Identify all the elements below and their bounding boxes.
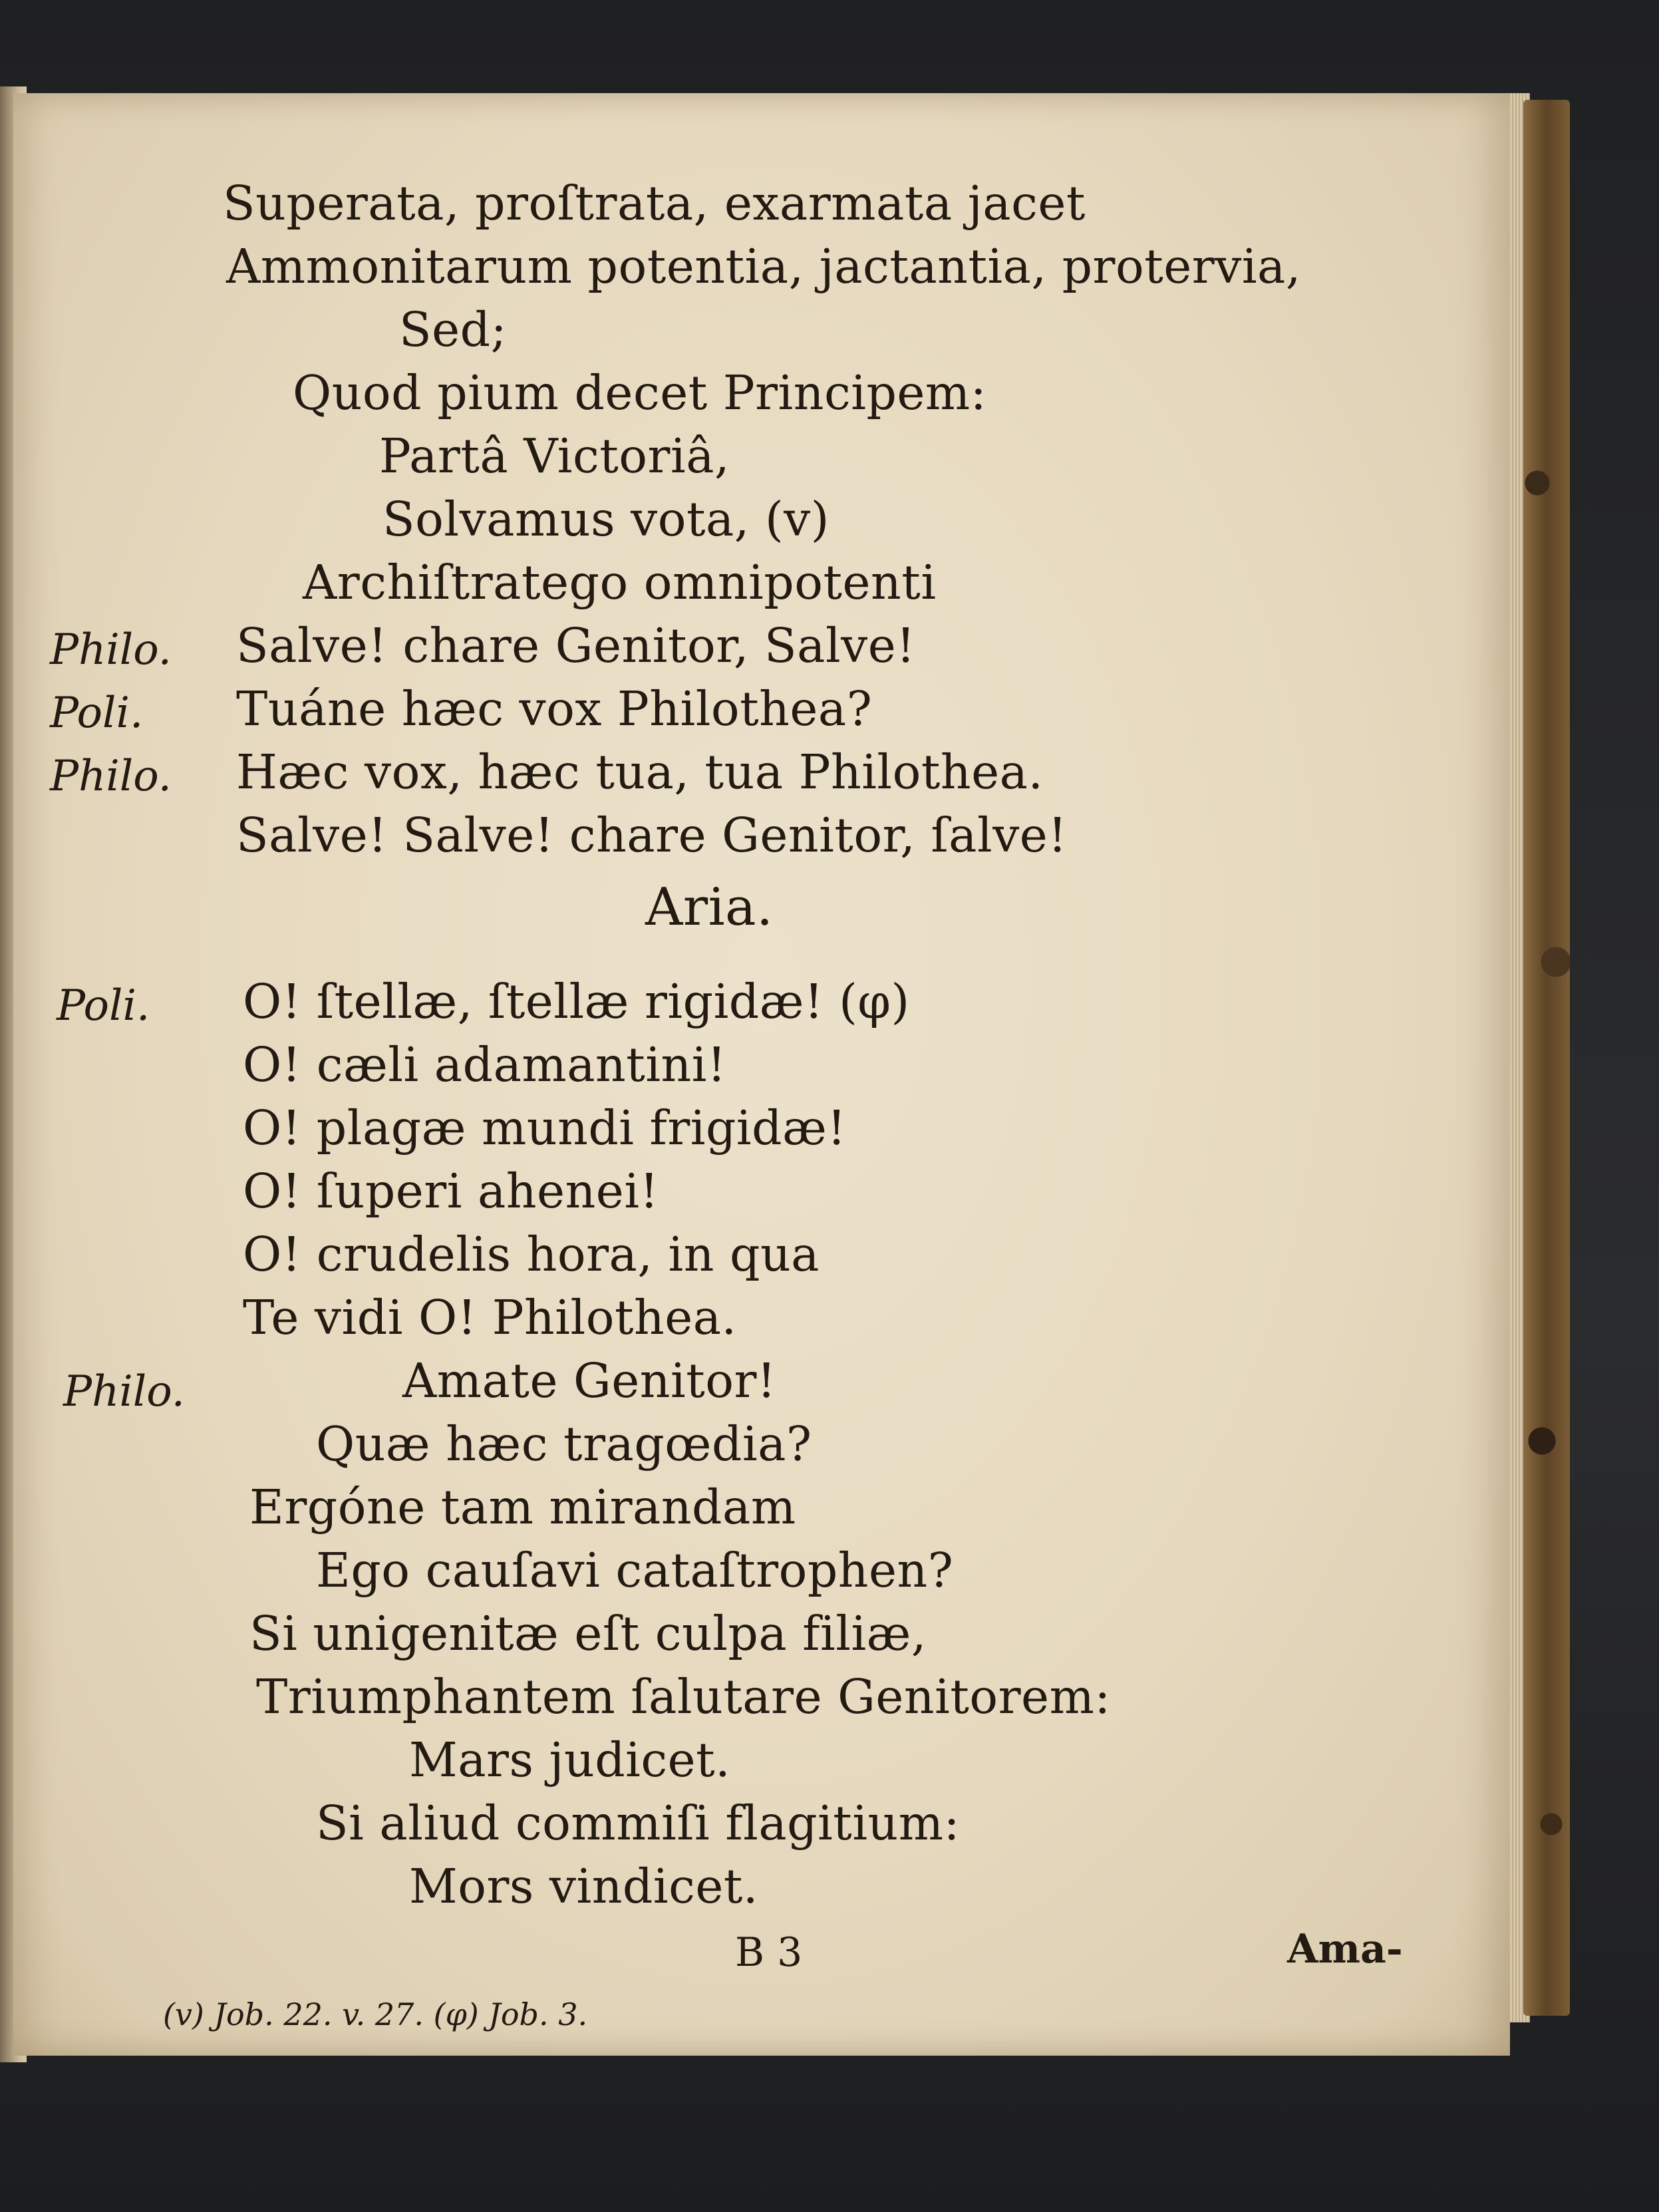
text-line-13: O! ſtellæ, ſtellæ rigidæ! (φ) — [243, 974, 910, 1029]
text-line-15: O! plagæ mundi frigidæ! — [243, 1100, 847, 1156]
text-line-27: Mors vindicet. — [409, 1859, 758, 1914]
text-line-5: Partâ Victoriâ, — [379, 428, 730, 484]
text-line-21: Ergóne tam mirandam — [249, 1480, 796, 1535]
text-line-17: O! crudelis hora, in qua — [243, 1227, 820, 1282]
text-line-7: Archiſtratego omnipotenti — [303, 555, 937, 610]
text-line-16: O! ſuperi ahenei! — [243, 1164, 659, 1219]
speaker-label: Philo. — [63, 1367, 185, 1416]
catchword: Ama- — [1287, 1926, 1403, 1973]
text-line-4: Quod pium decet Principem: — [293, 365, 987, 420]
text-line-23: Si unigenitæ eſt culpa filiæ, — [249, 1606, 927, 1661]
speaker-label: Philo. — [50, 625, 172, 675]
speaker-label: Poli. — [50, 689, 144, 738]
text-line-1: Superata, proſtrata, exarmata jacet — [223, 176, 1086, 231]
aria-heading: Aria. — [645, 877, 774, 937]
speaker-label: Poli. — [57, 981, 150, 1030]
text-line-14: O! cæli adamantini! — [243, 1037, 726, 1092]
signature-mark: B 3 — [735, 1929, 803, 1976]
text-line-20: Quæ hæc tragœdia? — [316, 1416, 812, 1472]
text-line-26: Si aliud commiſi flagitium: — [316, 1796, 961, 1851]
text-line-10: Hæc vox, hæc tua, tua Philothea. — [236, 744, 1044, 800]
marbled-cover-board — [1523, 100, 1570, 2016]
text-line-25: Mars judicet. — [409, 1732, 731, 1788]
text-line-19: Amate Genitor! — [402, 1353, 776, 1408]
text-line-2: Ammonitarum potentia, jactantia, protervia, — [226, 239, 1301, 294]
book-page — [13, 93, 1510, 2056]
footnotes: (v) Job. 22. v. 27. (φ) Job. 3. — [163, 1996, 588, 2032]
text-line-11: Salve! Salve! chare Genitor, ſalve! — [236, 808, 1068, 863]
text-line-24: Triumphantem ſalutare Genitorem: — [256, 1669, 1111, 1724]
speaker-label: Philo. — [50, 752, 172, 801]
text-line-18: Te vidi O! Philothea. — [243, 1290, 737, 1345]
text-line-8: Salve! chare Genitor, Salve! — [236, 618, 916, 673]
text-line-6: Solvamus vota, (v) — [382, 492, 830, 547]
text-line-22: Ego cauſavi cataſtrophen? — [316, 1543, 954, 1598]
text-line-9: Tuáne hæc vox Philothea? — [236, 681, 873, 736]
text-line-3: Sed; — [399, 302, 508, 357]
